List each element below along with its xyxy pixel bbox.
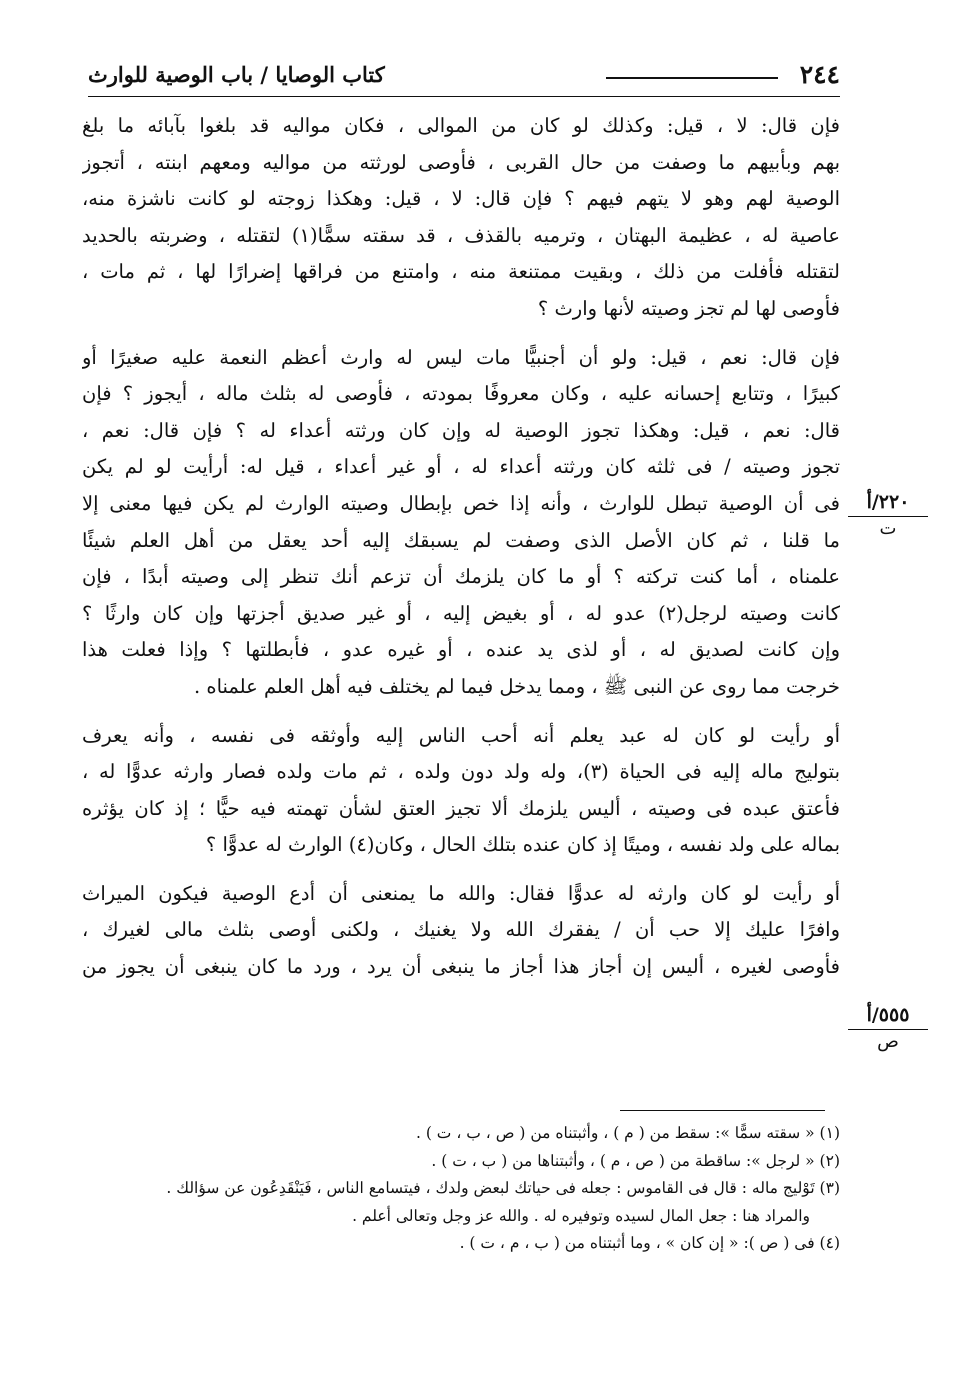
text-line: فإن قال: لا ، قيل: وكذلك لو كان من الموالى ، فكان مواليه قد بلغوا بآبائه ما بلغ	[82, 114, 840, 137]
text-line: كبيرًا ، وتتابع إحسانه عليه ، وكان معروفًا بمودته ، فأوصى له بثلث ماله ، أيجوز ؟ فإن	[82, 382, 840, 406]
text-line: فى أن الوصية تبطل للوارث ، وأنه إذا خص بإبطال وصيته الوارث لم يكن فيها معنى إلا	[82, 491, 840, 515]
text-line: بهم وبأبيهم ما وصفت من حال القربى ، فأوصى لورثته من مواليه ومعهم ابنته ، أتجوز	[82, 150, 840, 174]
text-line: لتقتله فأفلت من ذلك ، وبقيت ممتنعة منه ، وامتنع من فراقها إضرارًا لها ، ثم مات ،	[82, 260, 840, 284]
paragraph-4	[82, 876, 840, 986]
text-line: فأوصى لها لم تجز وصيته لأنها وارث ؟	[537, 296, 840, 320]
text-line: خرجت مما روى عن النبى ﷺ ، ومما يدخل فيما لم يختلف فيه أهل العلم علمناه .	[193, 674, 840, 698]
paragraph-3	[82, 718, 840, 864]
text-line: أو رأيت لو كان وارثه له عدوًّا فقال: والله ما يمنعنى أن أدع الوصية فيكون الميراث	[82, 881, 840, 905]
header-underline	[88, 96, 840, 97]
page-number: ٢٤٤	[799, 60, 840, 89]
footnote: (١) « سقته سمًّا »: سقط من ( م ) ، وأثبتناه من ( ص ، ب ، ت ) .	[415, 1124, 840, 1142]
text-line: قال: نعم ، قيل: وهكذا تجوز الوصية له وإن كان ورثته أعداء له ؟ فإن قال: نعم ،	[82, 418, 840, 442]
footnotes	[82, 1120, 840, 1258]
margin-folio-note	[848, 490, 928, 541]
text-line: فأوصى لغيره ، أليس إن أجاز هذا أجاز ما ينبغى أن يرد ، ورد ما كان ينبغى أن يجوز من	[82, 955, 840, 979]
main-text	[82, 108, 840, 998]
footnote-continuation: والمراد هنا : جعل المال لسيده وتوفيره له . والله عز وجل وتعالى أعلم .	[352, 1206, 810, 1225]
text-line: عاصية له ، عظيمة البهتان ، وترميه بالقذف ، قد سقته سمًّا(١) لتقتله ، وضربته بالحديد	[82, 223, 840, 247]
text-line: بتوليج ماله إليه فى الحياة (٣)، وله ولد دون ولده ، ثم مات ولده فصار وارثه عدوًّا له ،	[82, 760, 840, 784]
footnote: (٢) « لرجل »: ساقطة من ( ص ، م ) ، وأثبتناها من ( ب ، ت ) .	[431, 1151, 840, 1170]
running-header	[88, 58, 840, 98]
text-line: فأعتق عبده فى وصيته ، أليس يلزمك ألا تجيز العتق لشأن تهمته فيه حيًّا ؛ إذ كان يؤثره	[82, 796, 840, 820]
footnote: (٣) تَوْليج ماله : قال فى القاموس : جعله فى حياتك لبعض ولدك ، فيتسامع الناس ، فَيَنْقَدِعُون عن سؤالك .	[166, 1179, 840, 1197]
footnote-separator	[620, 1110, 825, 1111]
text-line: الوصية لهم وهو لا يتهم فيهم ؟ فإن قال: لا ، قيل: وهكذا زوجته لو كانت ناشزة منه،	[82, 187, 840, 211]
paragraph-2	[82, 340, 840, 706]
paragraph-1	[82, 108, 840, 328]
folio-number: ٢٢٠/أ	[848, 490, 928, 517]
manuscript-siglum: ت	[879, 518, 897, 539]
folio-number: ٥٥٥/أ	[848, 1003, 928, 1030]
manuscript-siglum: ص	[877, 1031, 899, 1052]
text-line: أو رأيت لو كان له عبد يعلم أنه أحب الناس إليه وأوثقه فى نفسه ، وأنه يعرف	[82, 723, 840, 747]
header-dash-rule	[606, 77, 778, 79]
text-line: كانت وصيته لرجل(٢) عدو له ، أو بغيض إليه ، أو غير صديق أجزتها وإن كان وارثًا ؟	[82, 601, 840, 625]
text-line: تجوز وصيته / فى ثلثه كان ورثته أعداء له ، أو غير أعداء ، قيل له: أرأيت لو لم يكن	[82, 455, 840, 479]
text-line: علمناه ، أما كنت تركته ؟ أو ما كان يلزمك أن تزعم أنك تنظر إلى وصيته أبدًا ، فإن	[82, 565, 840, 589]
text-line: بماله على ولد نفسه ، وميتًا إذ كان عنده بتلك الحال ، وكان(٤) الوارث له عدوًّا ؟	[205, 833, 840, 857]
text-line: وإن كانت لصديق له ، أو لذى يد عنده ، أو غيره عدو ، فأبطلتها ؟ وإذا فعلت هذا	[82, 638, 840, 662]
text-line: فإن قال: نعم ، قيل: ولو أن أجنبيًّا مات ليس له وارث أعظم النعمة عليه صغيرًا أو	[82, 345, 840, 369]
margin-folio-note	[848, 1003, 928, 1054]
running-title: كتاب الوصايا / باب الوصية للوارث	[88, 62, 385, 87]
text-line: ما قلنا ، ثم كان الأصل الذى وصفت لم يسبقك إليه أحد يعقل من أهل العلم شيئًا	[82, 528, 840, 552]
text-line: وافرًا عليك إلا حب أن / يفقرك الله ولا يغنيك ، ولكنى أوصى بثلث مالى لغيرك ،	[82, 918, 840, 942]
footnote: (٤) فى ( ص ): « إن كان » ، وما أثبتناه من ( ب ، م ، ت ) .	[459, 1234, 840, 1252]
